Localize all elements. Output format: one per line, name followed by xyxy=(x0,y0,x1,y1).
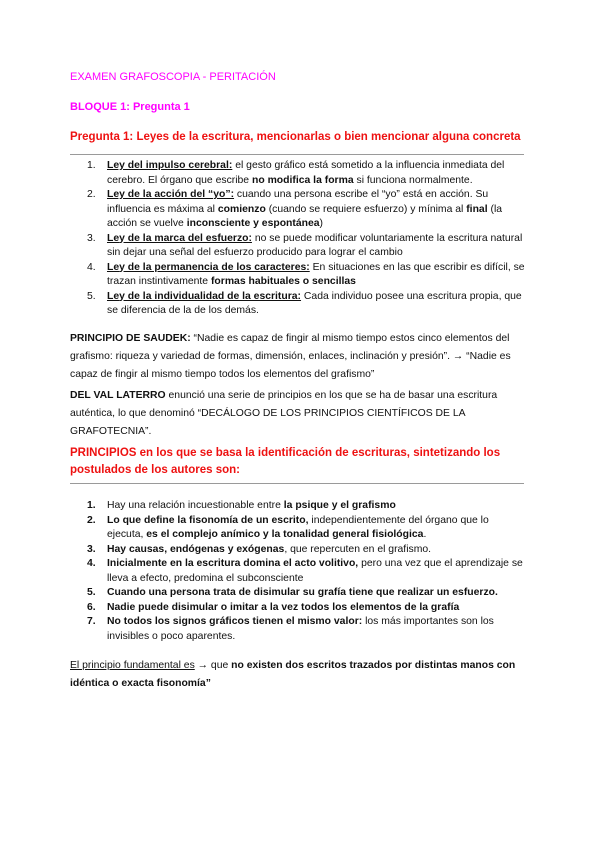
principle-text: Hay causas, endógenas y exógenas xyxy=(107,543,285,555)
principle-item xyxy=(87,601,527,616)
law-text: comienzo xyxy=(217,203,266,215)
law-name: Ley de la permanencia de los caracteres: xyxy=(107,261,310,273)
principle-number: 5. xyxy=(87,587,96,598)
law-number: 3. xyxy=(87,232,96,244)
law-item xyxy=(87,290,527,319)
saudek-label: PRINCIPIO DE SAUDEK: xyxy=(70,333,191,344)
law-item xyxy=(87,232,527,261)
principle-text: los más importantes son los invisibles o poco aparentes. xyxy=(107,616,494,642)
question-title: Pregunta 1: Leyes de la escritura, mencionarlas o bien mencionar alguna concreta xyxy=(70,131,521,143)
principle-number: 7. xyxy=(87,616,96,627)
principle-item xyxy=(87,514,527,543)
law-name: Ley de la individualidad de la escritura: xyxy=(107,290,302,302)
principle-number: 3. xyxy=(87,543,96,555)
principles-list xyxy=(87,499,527,644)
delval-text: enunció una serie de principios en los que se ha de basar una escritura auténtica, lo que denominó “DECÁLOGO DE LOS PRINCIPIOS CIENTÍFICOS DE LA GRAFOTECNIA”. xyxy=(70,390,498,437)
delval-paragraph xyxy=(70,387,530,441)
principle-item xyxy=(87,543,527,558)
fundamental-paragraph xyxy=(70,657,530,693)
principle-text: pero una vez que el aprendizaje se lleva a efecto, predomina el subconsciente xyxy=(107,558,523,584)
divider-2 xyxy=(70,483,524,484)
law-text: cuando una persona escribe el “yo” está en acción. Su influencia es máxima al xyxy=(107,189,489,215)
fundamental-arrow: → que xyxy=(194,660,232,671)
divider-1 xyxy=(70,154,524,155)
law-number: 4. xyxy=(87,261,96,273)
block-title: BLOQUE 1: Pregunta 1 xyxy=(70,101,190,113)
law-item xyxy=(87,188,527,232)
principles-heading: PRINCIPIOS en los que se basa la identificación de escrituras, sintetizando los postulados de los autores son: xyxy=(70,447,501,476)
law-name: Ley del impulso cerebral: xyxy=(107,160,233,171)
law-text: (la acción se vuelve xyxy=(107,203,503,229)
law-text: el gesto gráfico está sometido a la influencia inmediata del cerebro. El órgano que escribe xyxy=(107,160,505,186)
principle-text: Cuando una persona trata de disimular su grafía tiene que realizar un esfuerzo. xyxy=(107,587,498,598)
principle-item xyxy=(87,615,527,644)
principle-number: 1. xyxy=(87,500,96,511)
delval-label: DEL VAL LATERRO xyxy=(70,390,166,401)
principle-text: la psique y el grafismo xyxy=(283,500,396,511)
principle-number: 2. xyxy=(87,514,96,526)
law-number: 5. xyxy=(87,290,96,302)
principle-text: No todos los signos gráficos tienen el mismo valor: xyxy=(107,616,363,627)
principle-text: Nadie puede disimular o imitar a la vez todos los elementos de la grafía xyxy=(107,601,460,613)
law-text: no modifica la forma xyxy=(251,174,354,186)
law-text: Cada individuo posee una escritura propia, que se diferencia de la de los demás. xyxy=(107,290,522,316)
principle-text: , que repercuten en el grafismo. xyxy=(284,543,432,555)
law-text: ) xyxy=(319,218,323,229)
law-number: 2. xyxy=(87,189,96,200)
law-item xyxy=(87,159,527,188)
principle-text: Inicialmente en la escritura domina el acto volitivo, xyxy=(107,558,359,569)
fundamental-label: El principio fundamental es xyxy=(70,660,195,671)
principle-text: Hay una relación incuestionable entre xyxy=(107,500,284,511)
law-name: Ley de la acción del “yo”: xyxy=(107,189,235,200)
principle-item xyxy=(87,586,527,601)
law-number: 1. xyxy=(87,160,96,171)
principle-number: 4. xyxy=(87,558,96,569)
principle-text: independientemente del órgano que lo ejecuta, xyxy=(107,514,489,540)
principle-text: . xyxy=(423,529,427,540)
exam-title: EXAMEN GRAFOSCOPIA - PERITACIÓN xyxy=(70,71,276,83)
principle-item xyxy=(87,557,527,586)
law-text: inconsciente y espontánea xyxy=(186,218,320,229)
law-text: (cuando se requiere esfuerzo) y mínima al xyxy=(265,203,467,215)
law-text: no se puede modificar voluntariamente la escritura natural sin dejar una señal del esfuerzo producido para lograr el cambio xyxy=(107,232,523,258)
saudek-paragraph xyxy=(70,330,530,384)
fundamental-text: no existen dos escritos trazados por distintas manos con idéntica o exacta fisonomía” xyxy=(70,660,516,689)
law-text: formas habituales o sencillas xyxy=(210,276,356,287)
principle-item xyxy=(87,499,527,514)
law-text: En situaciones en las que escribir es difícil, se trazan instintivamente xyxy=(107,261,525,287)
law-text: si funciona normalmente. xyxy=(353,174,473,186)
principle-text: Lo que define la fisonomía de un escrito, xyxy=(107,514,309,526)
saudek-text: “Nadie es capaz de fingir al mismo tiempo estos cinco elementos del grafismo: riqueza y variedad de formas, dimensión, enlaces, inclinación y presión”. → “Nadie es capaz de fingir al mismo tiempo todos los elementos del grafismo” xyxy=(70,333,511,380)
laws-list xyxy=(87,159,527,319)
law-name: Ley de la marca del esfuerzo: xyxy=(107,232,252,244)
law-item xyxy=(87,261,527,290)
principle-text: es el complejo anímico y la tonalidad general fisiológica xyxy=(146,529,424,540)
law-text: final xyxy=(466,203,488,215)
principle-number: 6. xyxy=(87,601,96,613)
